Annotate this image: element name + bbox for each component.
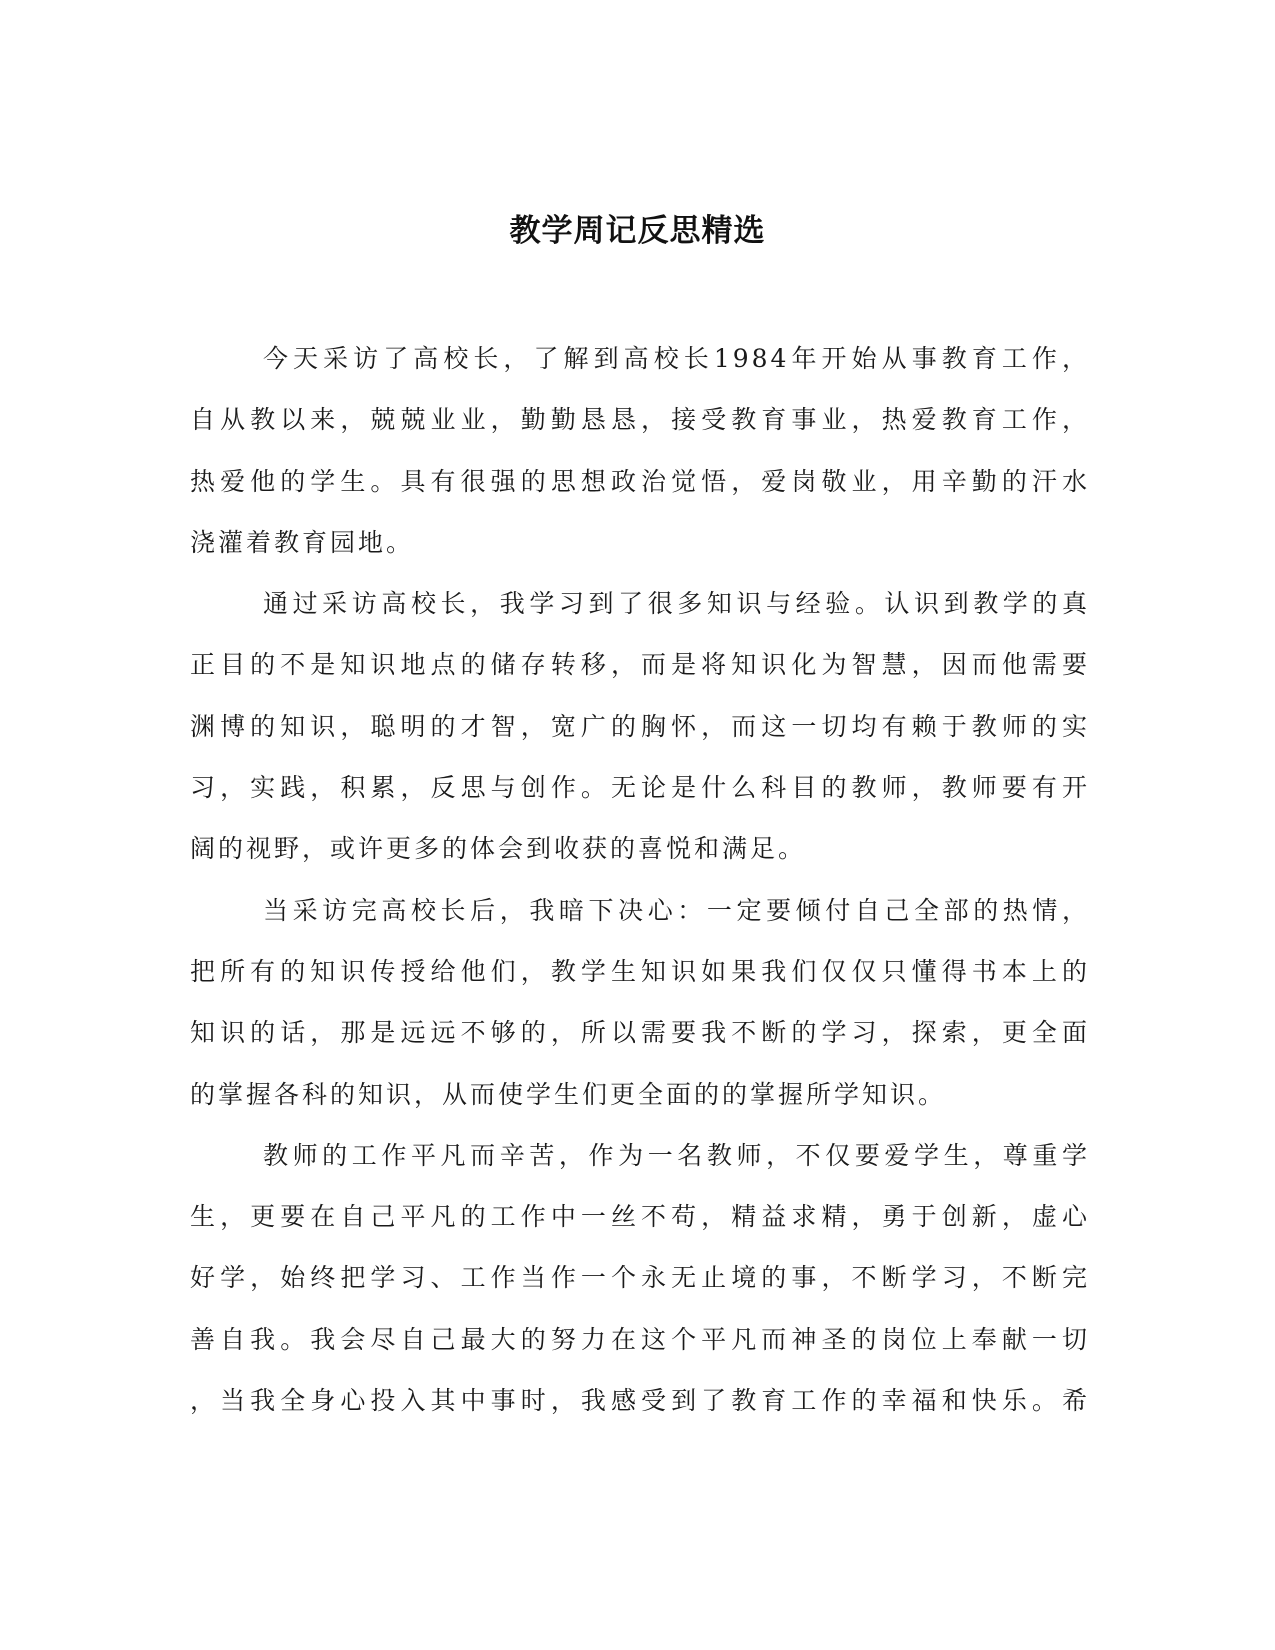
text-line: 知识的话，那是远远不够的，所以需要我不断的学习，探索，更全面 xyxy=(190,1018,1090,1048)
paragraph xyxy=(190,880,1090,1125)
text-line: 习，实践，积累，反思与创作。无论是什么科目的教师，教师要有开 xyxy=(190,773,1090,803)
text-line: 把所有的知识传授给他们，教学生知识如果我们仅仅只懂得书本上的 xyxy=(190,956,1090,986)
text-line: 善自我。我会尽自己最大的努力在这个平凡而神圣的岗位上奉献一切 xyxy=(190,1324,1090,1354)
text-line: ，当我全身心投入其中事时，我感受到了教育工作的幸福和快乐。希 xyxy=(190,1386,1090,1416)
document-title: 教学周记反思精选 xyxy=(509,213,766,249)
text-line: 通过采访高校长，我学习到了很多知识与经验。认识到教学的真 xyxy=(263,589,1090,619)
text-line: 今天采访了高校长，了解到高校长1984年开始从事教育工作， xyxy=(263,344,1090,373)
text-line: 正目的不是知识地点的储存转移，而是将知识化为智慧，因而他需要 xyxy=(190,650,1090,680)
paragraph xyxy=(190,328,1090,573)
text-line: 好学，始终把学习、工作当作一个永无止境的事，不断学习，不断完 xyxy=(190,1263,1090,1293)
text-line: 当采访完高校长后，我暗下决心：一定要倾付自己全部的热情， xyxy=(263,895,1090,925)
text-line: 的掌握各科的知识，从而使学生们更全面的的掌握所学知识。 xyxy=(190,1079,947,1109)
text-line: 浇灌着教育园地。 xyxy=(190,527,415,557)
text-line: 自从教以来，兢兢业业，勤勤恳恳，接受教育事业，热爱教育工作， xyxy=(190,405,1090,435)
paragraph xyxy=(190,1125,1090,1431)
text-line: 渊博的知识，聪明的才智，宽广的胸怀，而这一切均有赖于教师的实 xyxy=(190,711,1090,741)
text-line: 热爱他的学生。具有很强的思想政治觉悟，爱岗敬业，用辛勤的汗水 xyxy=(190,466,1090,496)
paragraph xyxy=(190,573,1090,879)
text-line: 教师的工作平凡而辛苦，作为一名教师，不仅要爱学生，尊重学 xyxy=(263,1140,1090,1170)
document-body xyxy=(190,328,1090,1431)
text-line: 阔的视野，或许更多的体会到收获的喜悦和满足。 xyxy=(190,834,807,864)
text-line: 生，更要在自己平凡的工作中一丝不苟，精益求精，勇于创新，虚心 xyxy=(190,1202,1090,1232)
